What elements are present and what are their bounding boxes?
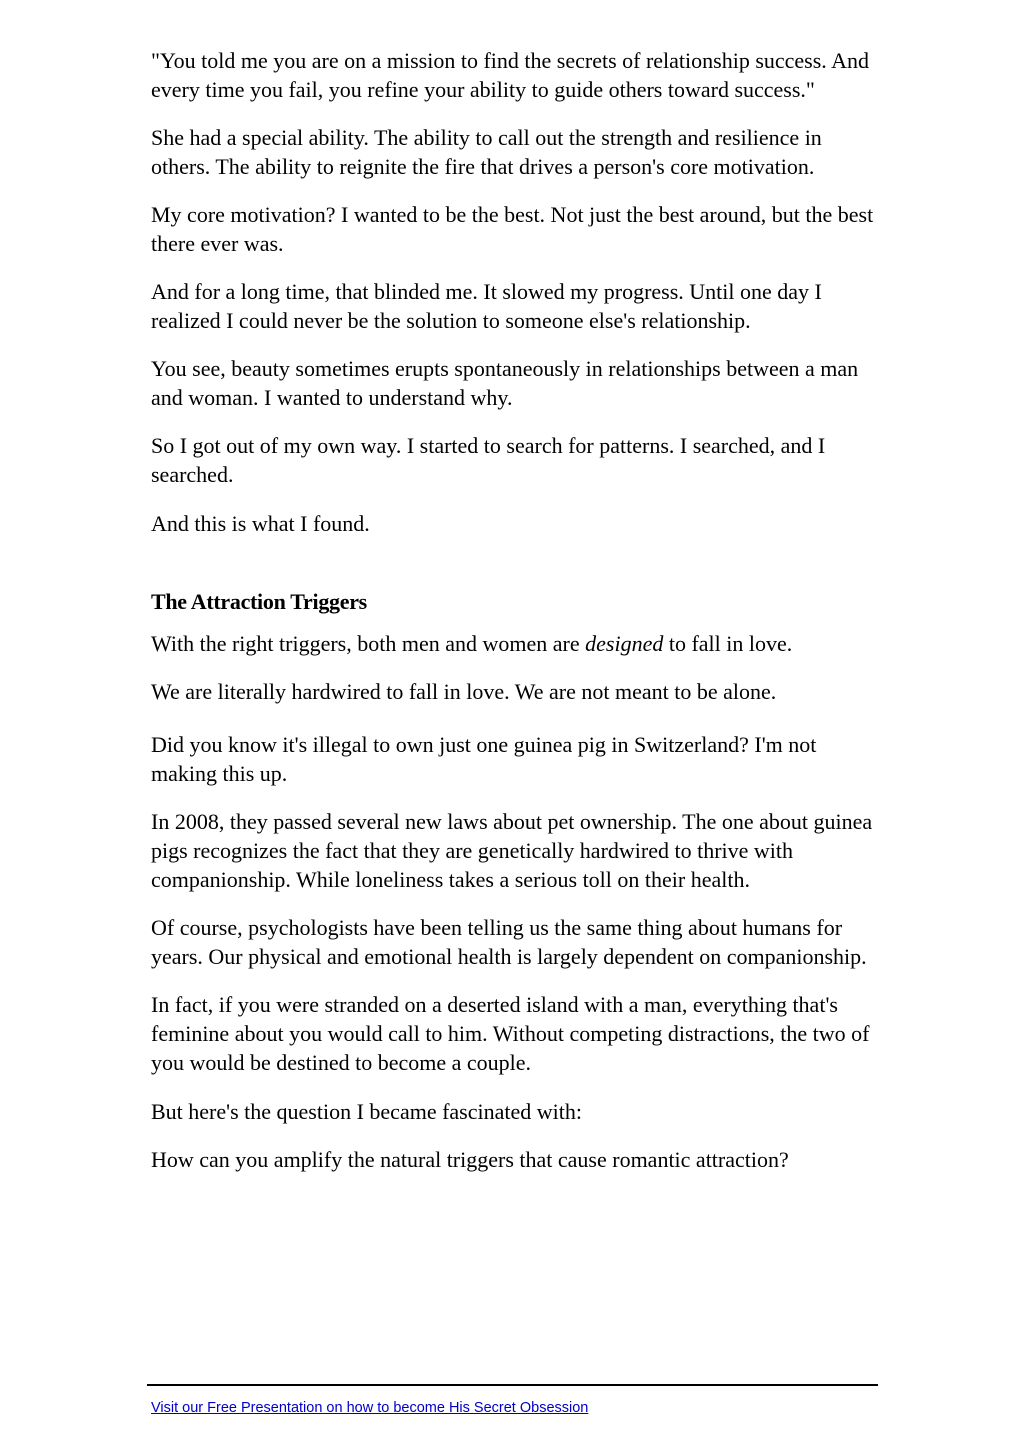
document-body [151, 46, 876, 1193]
paragraph: My core motivation? I wanted to be the best. Not just the best around, but the best there ever was. [151, 202, 874, 256]
paragraph: You see, beauty sometimes erupts spontaneously in relationships between a man and woman. I wanted to understand why. [151, 356, 859, 410]
paragraph: Did you know it's illegal to own just one guinea pig in Switzerland? I'm not making this up. [151, 732, 817, 786]
paragraph-designed [151, 629, 876, 658]
paragraph: In fact, if you were stranded on a deserted island with a man, everything that's feminine about you would call to him. Without competing distractions, the two of you would be destined to become a couple. [151, 992, 870, 1075]
paragraph: Of course, psychologists have been telling us the same thing about humans for years. Our physical and emotional health is largely dependent on companionship. [151, 915, 867, 969]
paragraph: "You told me you are on a mission to find the secrets of relationship success. And every time you fail, you refine your ability to guide others toward success." [151, 48, 869, 102]
paragraph: And this is what I found. [151, 511, 370, 536]
paragraph: So I got out of my own way. I started to search for patterns. I searched, and I searched. [151, 433, 826, 487]
paragraph: And for a long time, that blinded me. It slowed my progress. Until one day I realized I could never be the solution to someone else's relationship. [151, 279, 822, 333]
paragraph: But here's the question I became fascinated with: [151, 1099, 582, 1124]
designed-after: to fall in love. [663, 631, 793, 656]
paragraph: How can you amplify the natural triggers that cause romantic attraction? [151, 1147, 789, 1172]
paragraph: In 2008, they passed several new laws about pet ownership. The one about guinea pigs recognizes the fact that they are genetically hardwired to thrive with companionship. While loneliness takes a serious toll on their health. [151, 809, 873, 892]
section-heading: The Attraction Triggers [151, 589, 367, 614]
designed-before: With the right triggers, both men and women are [151, 631, 586, 656]
paragraph: We are literally hardwired to fall in love. We are not meant to be alone. [151, 679, 777, 704]
footer-divider [147, 1384, 878, 1386]
paragraph: She had a special ability. The ability to call out the strength and resilience in others. The ability to reignite the fire that drives a person's core motivation. [151, 125, 822, 179]
designed-emphasis: designed [585, 631, 664, 656]
footer-presentation-link[interactable]: Visit our Free Presentation on how to become His Secret Obsession [151, 1400, 589, 1416]
section-spacer [151, 557, 876, 587]
